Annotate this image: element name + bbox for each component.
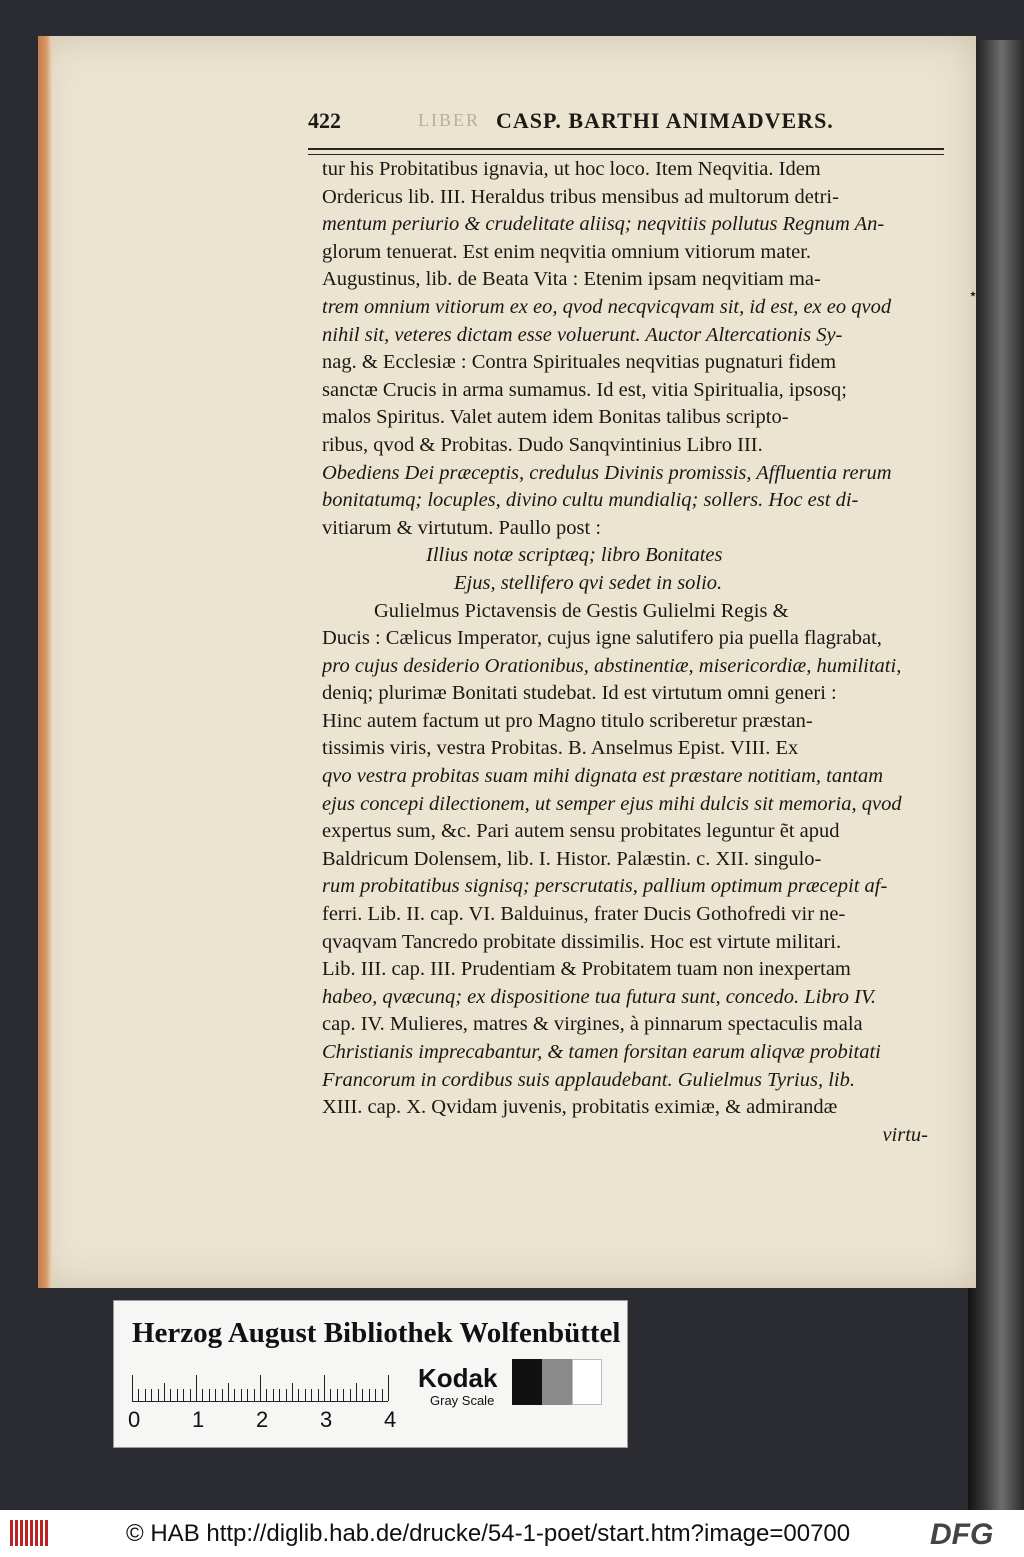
- ruler-tick: [138, 1389, 139, 1401]
- library-name: Herzog August Bibliothek Wolfenbüttel: [132, 1317, 621, 1349]
- margin-mark: ⋆: [968, 284, 979, 303]
- text-line: Ordericus lib. III. Heraldus tribus mensibus ad multorum detri-: [322, 185, 839, 208]
- ruler-tick: [318, 1389, 319, 1401]
- text-line: malos Spiritus. Valet autem idem Bonitas talibus scripto-: [322, 406, 789, 429]
- text-line: Illius notæ scriptæq; libro Bonitates: [426, 544, 723, 567]
- text-line: virtu-: [882, 1123, 928, 1146]
- kodak-logo: Kodak: [418, 1363, 498, 1393]
- barcode-icon: [10, 1520, 50, 1546]
- ruler-tick: [279, 1389, 280, 1401]
- ruler-tick: [234, 1389, 235, 1401]
- text-line: qvo vestra probitas suam mihi dignata est præstare notitiam, tantam: [322, 765, 884, 788]
- text-line: bonitatumq; locuples, divino cultu mundialiq; sollers. Hoc est di-: [322, 489, 859, 512]
- page-edge: [38, 36, 52, 1288]
- ruler-tick: [145, 1389, 146, 1401]
- text-line: tur his Probitatibus ignavia, ut hoc loco. Item Neqvitia. Idem: [322, 158, 821, 180]
- text-line: tissimis viris, vestra Probitas. B. Anselmus Epist. VIII. Ex: [322, 737, 799, 760]
- ruler-tick: [158, 1389, 159, 1401]
- ruler-tick: [298, 1389, 299, 1401]
- text-line: nag. & Ecclesiæ : Contra Spirituales neqvitias pugnaturi fidem: [322, 351, 837, 374]
- text-line: pro cujus desiderio Orationibus, abstinentiæ, misericordiæ, humilitati,: [322, 654, 902, 677]
- ruler-tick: [362, 1389, 363, 1401]
- text-line: Gulielmus Pictavensis de Gestis Gulielmi Regis &: [374, 599, 789, 622]
- text-line: XIII. cap. X. Qvidam juvenis, probitatis eximiæ, & admirandæ: [322, 1096, 838, 1119]
- text-line: Christianis imprecabantur, & tamen forsitan earum aliqvæ probitati: [322, 1041, 881, 1063]
- text-line: Obediens Dei præceptis, credulus Divinis promissis, Affluentia rerum: [322, 461, 892, 484]
- library-label-card: [113, 1300, 628, 1448]
- text-line: trem omnium vitiorum ex eo, qvod necqvicqvam sit, id est, ex eo qvod: [322, 295, 892, 318]
- ruler-tick: [350, 1389, 351, 1401]
- body-text: [322, 156, 946, 1149]
- ruler-tick: [305, 1389, 306, 1401]
- ruler-tick: [356, 1383, 357, 1401]
- ruler-number: 0: [128, 1407, 141, 1432]
- ruler-tick: [343, 1389, 344, 1401]
- text-line: glorum tenuerat. Est enim neqvitia omnium vitiorum mater.: [322, 240, 812, 263]
- text-line: Baldricum Dolensem, lib. I. Histor. Palæstin. c. XII. singulo-: [322, 847, 822, 870]
- running-head-title: CASP. BARTHI ANIMADVERS.: [496, 108, 834, 133]
- ruler-tick: [202, 1389, 203, 1401]
- ruler-tick: [164, 1383, 165, 1401]
- text-line: rum probitatibus signisq; perscrutatis, pallium optimum præcepit af-: [322, 875, 888, 898]
- ruler-tick: [292, 1383, 293, 1401]
- ruler-tick: [330, 1389, 331, 1401]
- ruler-tick: [247, 1389, 248, 1401]
- text-line: Hinc autem factum ut pro Magno titulo scriberetur præstan-: [322, 709, 813, 732]
- gray-swatch-white: [572, 1359, 602, 1405]
- ruler-tick: [228, 1383, 229, 1401]
- scale-ruler: [132, 1373, 388, 1402]
- ruler-tick: [311, 1389, 312, 1401]
- ruler-tick: [151, 1389, 152, 1401]
- footer-copyright-link[interactable]: © HAB http://diglib.hab.de/drucke/54-1-poet/start.htm?image=00700: [126, 1520, 851, 1547]
- text-line: ferri. Lib. II. cap. VI. Balduinus, frater Ducis Gothofredi vir ne-: [322, 903, 846, 926]
- footer-bar: [0, 1510, 1024, 1557]
- ruler-number: 2: [256, 1407, 269, 1432]
- running-head: [308, 108, 928, 144]
- ruler-number: 1: [192, 1407, 205, 1432]
- page-number: 422: [308, 108, 341, 133]
- text-line: Ducis : Cælicus Imperator, cujus igne salutifero pia puella flagrabat,: [322, 627, 882, 650]
- text-line: vitiarum & virtutum. Paullo post :: [322, 516, 602, 539]
- text-line: Lib. III. cap. III. Prudentiam & Probitatem tuam non inexpertam: [322, 958, 851, 981]
- ruler-number: 4: [384, 1407, 397, 1432]
- kodak-gray-scale-label: Gray Scale: [430, 1393, 495, 1408]
- text-line: Augustinus, lib. de Beata Vita : Etenim ipsam neqvitiam ma-: [322, 268, 821, 291]
- ruler-tick: [286, 1389, 287, 1401]
- ruler-tick: [254, 1389, 255, 1401]
- text-line: qvaqvam Tancredo probitate dissimilis. Hoc est virtute militari.: [322, 930, 842, 953]
- ruler-tick: [375, 1389, 376, 1401]
- ruler-tick: [260, 1375, 261, 1401]
- header-rule: [308, 148, 944, 155]
- ruler-tick: [337, 1389, 338, 1401]
- ruler-tick: [273, 1389, 274, 1401]
- text-line: mentum periurio & crudelitate aliisq; neqvitiis pollutus Regnum An-: [322, 213, 885, 236]
- ruler-tick: [382, 1389, 383, 1401]
- gray-swatch-black: [512, 1359, 542, 1405]
- text-line: sanctæ Crucis in arma sumamus. Id est, vitia Spiritualia, ipsosq;: [322, 378, 847, 401]
- ruler-number: 3: [320, 1407, 333, 1432]
- ruler-tick: [388, 1375, 389, 1401]
- ruler-tick: [324, 1375, 325, 1401]
- ruler-tick: [215, 1389, 216, 1401]
- ruler-tick: [183, 1389, 184, 1401]
- text-line: habeo, qvæcunq; ex dispositione tua futura sunt, concedo. Libro IV.: [322, 985, 877, 1008]
- ruler-tick: [177, 1389, 178, 1401]
- text-line: ejus concepi dilectionem, ut semper ejus mihi dulcis sit memoria, qvod: [322, 792, 902, 815]
- ruler-tick: [196, 1375, 197, 1401]
- next-page-edge: [968, 40, 1024, 1550]
- dfg-logo: DFG: [930, 1518, 994, 1551]
- text-line: deniq; plurimæ Bonitati studebat. Id est virtutum omni generi :: [322, 682, 837, 705]
- text-line: ribus, qvod & Probitas. Dudo Sanqvintinius Libro III.: [322, 433, 763, 456]
- ruler-tick: [241, 1389, 242, 1401]
- text-line: Ejus, stelliferо qvi sedet in solio.: [454, 571, 723, 594]
- text-line: nihil sit, veteres dictam esse voluerunt. Auctor Altercationis Sy-: [322, 323, 843, 346]
- text-line: Francorum in cordibus suis applaudebant. Gulielmus Tyrius, lib.: [322, 1068, 855, 1091]
- ruler-tick: [222, 1389, 223, 1401]
- ruler-tick: [369, 1389, 370, 1401]
- gray-swatch-mid: [542, 1359, 572, 1405]
- ruler-tick: [209, 1389, 210, 1401]
- ruler-tick: [170, 1389, 171, 1401]
- text-line: cap. IV. Mulieres, matres & virgines, à pinnarum spectaculis mala: [322, 1013, 863, 1036]
- text-line: expertus sum, &c. Pari autem sensu probitates leguntur ẽt apud: [322, 820, 840, 843]
- ruler-tick: [266, 1389, 267, 1401]
- ruler-tick: [190, 1389, 191, 1401]
- ruler-tick: [132, 1375, 133, 1401]
- bleed-through-text: LIBER: [418, 110, 480, 130]
